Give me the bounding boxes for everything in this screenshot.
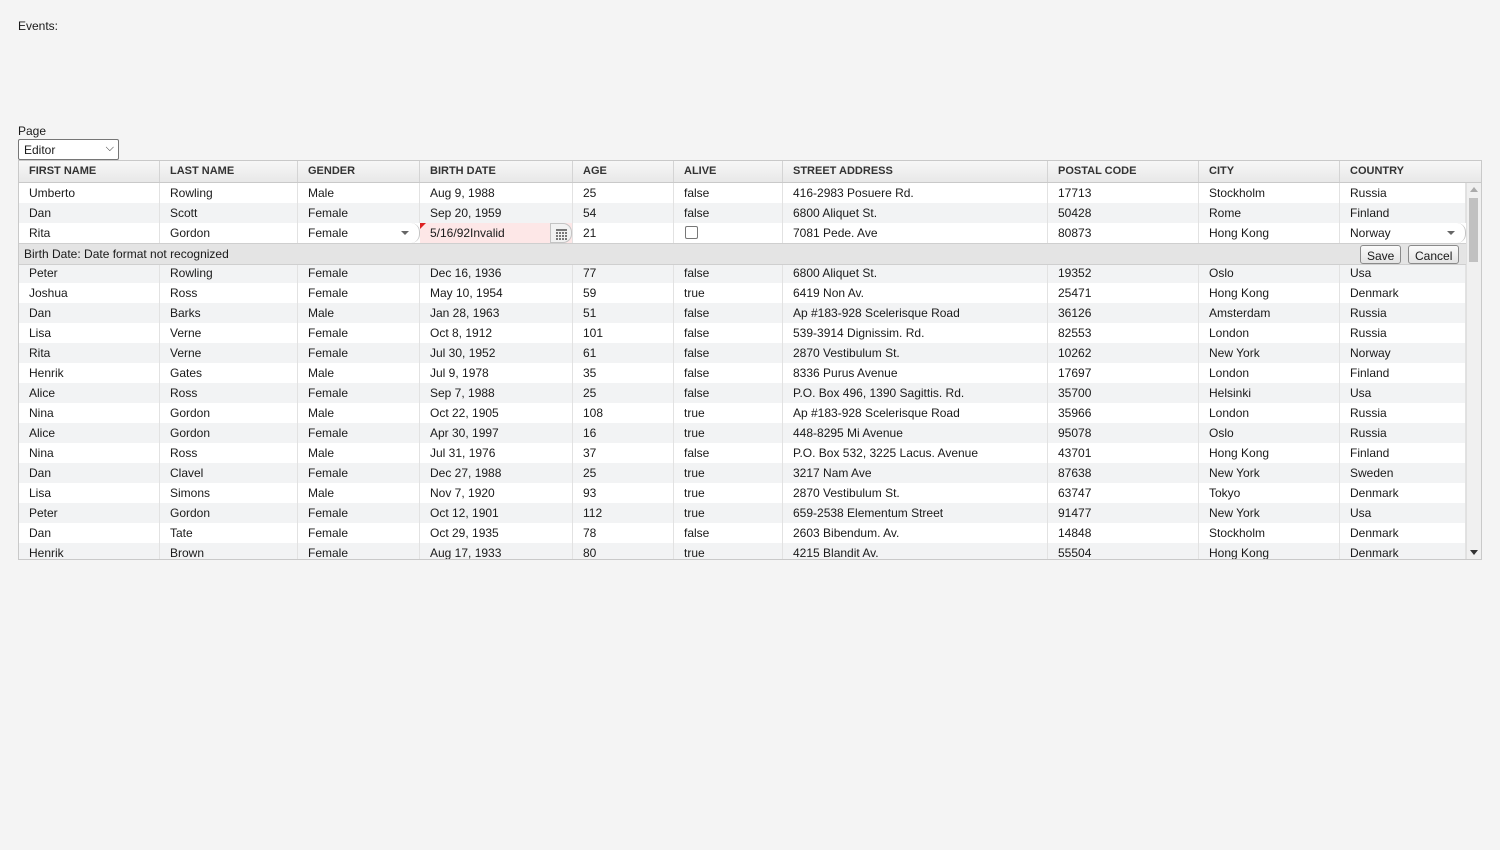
column-header-birth-date[interactable]: BIRTH DATE xyxy=(420,161,573,182)
cell-alive: true xyxy=(674,483,783,503)
editor-postal-code-field[interactable] xyxy=(1048,223,1199,243)
cell-street-address: 416-2983 Posuere Rd. xyxy=(783,183,1048,203)
cell-gender: Male xyxy=(298,303,420,323)
cell-birth-date: Jul 31, 1976 xyxy=(420,443,573,463)
alive-checkbox[interactable] xyxy=(685,226,698,239)
cell-first-name: Alice xyxy=(19,423,160,443)
cell-first-name: Dan xyxy=(19,463,160,483)
editor-gender-value: Female xyxy=(308,226,349,240)
cell-city: Stockholm xyxy=(1199,523,1340,543)
cell-alive: true xyxy=(674,463,783,483)
cell-first-name: Henrik xyxy=(19,543,160,559)
cell-gender: Female xyxy=(298,263,420,283)
cell-birth-date: Sep 7, 1988 xyxy=(420,383,573,403)
cell-first-name: Umberto xyxy=(19,183,160,203)
grid-header xyxy=(19,161,1481,183)
table-row[interactable] xyxy=(19,523,1466,543)
cell-first-name: Dan xyxy=(19,303,160,323)
cell-last-name: Rowling xyxy=(160,183,298,203)
cell-last-name: Gates xyxy=(160,363,298,383)
cell-first-name: Lisa xyxy=(19,483,160,503)
cell-alive: false xyxy=(674,383,783,403)
cell-birth-date: Nov 7, 1920 xyxy=(420,483,573,503)
cell-first-name: Joshua xyxy=(19,283,160,303)
cell-last-name: Verne xyxy=(160,343,298,363)
cell-birth-date: Aug 9, 1988 xyxy=(420,183,573,203)
editor-alive-checkbox[interactable] xyxy=(674,223,783,243)
cell-birth-date: Sep 20, 1959 xyxy=(420,203,573,223)
cell-street-address: Ap #183-928 Scelerisque Road xyxy=(783,303,1048,323)
column-header-street-address[interactable]: STREET ADDRESS xyxy=(783,161,1048,182)
cell-alive: false xyxy=(674,203,783,223)
cell-age: 54 xyxy=(573,203,674,223)
cell-age: 25 xyxy=(573,463,674,483)
column-header-alive[interactable]: ALIVE xyxy=(674,161,783,182)
cell-country: Russia xyxy=(1340,303,1466,323)
chevron-down-icon: ⌵ xyxy=(105,142,114,154)
scroll-up-icon[interactable] xyxy=(1470,187,1478,192)
cell-city: New York xyxy=(1199,343,1340,363)
cell-street-address: 539-3914 Dignissim. Rd. xyxy=(783,323,1048,343)
cell-gender: Male xyxy=(298,363,420,383)
column-header-gender[interactable]: GENDER xyxy=(298,161,420,182)
cell-birth-date: Jan 28, 1963 xyxy=(420,303,573,323)
cell-postal-code: 91477 xyxy=(1048,503,1199,523)
table-row[interactable] xyxy=(19,403,1466,423)
scroll-down-icon[interactable] xyxy=(1470,550,1478,555)
calendar-icon xyxy=(556,229,567,240)
editor-gender-field[interactable] xyxy=(298,223,420,243)
cell-alive: true xyxy=(674,543,783,559)
scrollbar-thumb[interactable] xyxy=(1469,198,1478,262)
cell-alive: true xyxy=(674,423,783,443)
cell-age: 16 xyxy=(573,423,674,443)
editor-first-name-field[interactable] xyxy=(19,223,160,243)
cell-city: Stockholm xyxy=(1199,183,1340,203)
cell-alive: true xyxy=(674,283,783,303)
cell-country: Russia xyxy=(1340,183,1466,203)
cell-alive: true xyxy=(674,403,783,423)
cell-country: Denmark xyxy=(1340,283,1466,303)
cell-first-name: Dan xyxy=(19,203,160,223)
cell-alive: false xyxy=(674,523,783,543)
cell-city: Amsterdam xyxy=(1199,303,1340,323)
cell-last-name: Gordon xyxy=(160,403,298,423)
editor-last-name-value: Gordon xyxy=(170,226,211,240)
cell-postal-code: 35966 xyxy=(1048,403,1199,423)
cell-first-name: Dan xyxy=(19,523,160,543)
cell-birth-date: Oct 8, 1912 xyxy=(420,323,573,343)
cell-country: Finland xyxy=(1340,203,1466,223)
table-row[interactable] xyxy=(19,443,1466,463)
table-row[interactable] xyxy=(19,343,1466,363)
cell-last-name: Barks xyxy=(160,303,298,323)
cell-gender: Male xyxy=(298,443,420,463)
cell-postal-code: 19352 xyxy=(1048,263,1199,283)
cell-city: London xyxy=(1199,403,1340,423)
cell-alive: false xyxy=(674,363,783,383)
cell-age: 25 xyxy=(573,383,674,403)
cell-birth-date: Dec 16, 1936 xyxy=(420,263,573,283)
editor-country-field[interactable] xyxy=(1340,223,1466,243)
table-row[interactable] xyxy=(19,183,1466,203)
date-picker-button[interactable] xyxy=(550,223,572,243)
table-row[interactable] xyxy=(19,283,1466,303)
cell-birth-date: Dec 27, 1988 xyxy=(420,463,573,483)
cell-city: Hong Kong xyxy=(1199,443,1340,463)
cell-postal-code: 50428 xyxy=(1048,203,1199,223)
cell-street-address: 4215 Blandit Av. xyxy=(783,543,1048,559)
table-row[interactable] xyxy=(19,203,1466,223)
cell-age: 101 xyxy=(573,323,674,343)
table-row[interactable] xyxy=(19,383,1466,403)
cell-age: 25 xyxy=(573,183,674,203)
cell-street-address: 6419 Non Av. xyxy=(783,283,1048,303)
cell-last-name: Gordon xyxy=(160,503,298,523)
cell-age: 77 xyxy=(573,263,674,283)
cell-street-address: 6800 Aliquet St. xyxy=(783,263,1048,283)
cell-birth-date: Oct 29, 1935 xyxy=(420,523,573,543)
grid-body xyxy=(19,183,1466,559)
cell-age: 108 xyxy=(573,403,674,423)
cell-last-name: Scott xyxy=(160,203,298,223)
cell-first-name: Peter xyxy=(19,263,160,283)
cell-last-name: Ross xyxy=(160,443,298,463)
cell-alive: false xyxy=(674,323,783,343)
cell-gender: Female xyxy=(298,463,420,483)
cell-birth-date: Jul 30, 1952 xyxy=(420,343,573,363)
save-button[interactable]: Save xyxy=(1360,245,1401,264)
cell-city: Rome xyxy=(1199,203,1340,223)
cell-last-name: Clavel xyxy=(160,463,298,483)
cell-gender: Female xyxy=(298,503,420,523)
cell-first-name: Rita xyxy=(19,343,160,363)
cell-age: 80 xyxy=(573,543,674,559)
cell-birth-date: May 10, 1954 xyxy=(420,283,573,303)
column-header-postal-code[interactable]: POSTAL CODE xyxy=(1048,161,1199,182)
editor-birth-date-field[interactable] xyxy=(420,223,573,243)
editor-first-name-value: Rita xyxy=(29,226,51,240)
cell-postal-code: 14848 xyxy=(1048,523,1199,543)
cancel-button[interactable]: Cancel xyxy=(1408,245,1459,264)
cell-street-address: P.O. Box 532, 3225 Lacus. Avenue xyxy=(783,443,1048,463)
cell-last-name: Verne xyxy=(160,323,298,343)
cell-age: 35 xyxy=(573,363,674,383)
editor-last-name-field[interactable] xyxy=(160,223,298,243)
cell-birth-date: Apr 30, 1997 xyxy=(420,423,573,443)
cell-country: Norway xyxy=(1340,343,1466,363)
cell-birth-date: Oct 12, 1901 xyxy=(420,503,573,523)
cell-city: Oslo xyxy=(1199,263,1340,283)
column-header-country[interactable]: COUNTRY xyxy=(1340,161,1482,182)
cell-first-name: Alice xyxy=(19,383,160,403)
cell-country: Usa xyxy=(1340,263,1466,283)
cell-postal-code: 95078 xyxy=(1048,423,1199,443)
cell-postal-code: 17713 xyxy=(1048,183,1199,203)
error-indicator-icon xyxy=(420,223,426,229)
cell-postal-code: 87638 xyxy=(1048,463,1199,483)
data-grid xyxy=(18,160,1482,560)
editor-birth-date-value: 5/16/92Invalid xyxy=(430,226,505,240)
cell-gender: Female xyxy=(298,523,420,543)
cell-alive: false xyxy=(674,263,783,283)
cell-gender: Male xyxy=(298,183,420,203)
cell-postal-code: 17697 xyxy=(1048,363,1199,383)
cell-country: Russia xyxy=(1340,403,1466,423)
cell-country: Finland xyxy=(1340,443,1466,463)
table-row[interactable] xyxy=(19,503,1466,523)
events-label: Events: xyxy=(18,19,59,33)
editor-age-value: 21 xyxy=(583,226,597,240)
table-row[interactable] xyxy=(19,263,1466,283)
editor-street-address-field[interactable] xyxy=(783,223,1048,243)
cell-age: 78 xyxy=(573,523,674,543)
cell-age: 51 xyxy=(573,303,674,323)
table-row[interactable] xyxy=(19,483,1466,503)
cell-alive: false xyxy=(674,343,783,363)
cell-country: Russia xyxy=(1340,423,1466,443)
table-row[interactable] xyxy=(19,463,1466,483)
cell-gender: Female xyxy=(298,283,420,303)
cell-gender: Female xyxy=(298,323,420,343)
table-row[interactable] xyxy=(19,423,1466,443)
cell-postal-code: 82553 xyxy=(1048,323,1199,343)
cell-first-name: Peter xyxy=(19,503,160,523)
cell-street-address: 2870 Vestibulum St. xyxy=(783,483,1048,503)
cell-gender: Male xyxy=(298,403,420,423)
editor-country-value: Norway xyxy=(1350,226,1391,240)
cell-last-name: Simons xyxy=(160,483,298,503)
cell-last-name: Ross xyxy=(160,283,298,303)
cell-age: 59 xyxy=(573,283,674,303)
cell-city: Hong Kong xyxy=(1199,543,1340,559)
cell-city: New York xyxy=(1199,463,1340,483)
cell-gender: Female xyxy=(298,543,420,559)
cell-city: New York xyxy=(1199,503,1340,523)
cell-postal-code: 35700 xyxy=(1048,383,1199,403)
cell-alive: false xyxy=(674,443,783,463)
cell-first-name: Nina xyxy=(19,403,160,423)
chevron-down-icon[interactable] xyxy=(1447,231,1455,235)
cell-country: Denmark xyxy=(1340,483,1466,503)
cell-last-name: Gordon xyxy=(160,423,298,443)
cell-city: Tokyo xyxy=(1199,483,1340,503)
cell-country: Denmark xyxy=(1340,543,1466,559)
cell-street-address: 2603 Bibendum. Av. xyxy=(783,523,1048,543)
cell-postal-code: 25471 xyxy=(1048,283,1199,303)
editor-city-value: Hong Kong xyxy=(1209,226,1270,240)
chevron-down-icon[interactable] xyxy=(401,231,409,235)
cell-city: Oslo xyxy=(1199,423,1340,443)
table-row[interactable] xyxy=(19,363,1466,383)
cell-first-name: Lisa xyxy=(19,323,160,343)
cell-country: Usa xyxy=(1340,383,1466,403)
page-select-label: Page xyxy=(18,124,47,138)
column-header-last-name[interactable]: LAST NAME xyxy=(160,161,298,182)
cell-age: 37 xyxy=(573,443,674,463)
cell-postal-code: 55504 xyxy=(1048,543,1199,559)
column-header-city[interactable]: CITY xyxy=(1199,161,1340,182)
column-header-first-name[interactable]: FIRST NAME xyxy=(19,161,160,182)
cell-country: Denmark xyxy=(1340,523,1466,543)
table-row[interactable] xyxy=(19,323,1466,343)
cell-country: Russia xyxy=(1340,323,1466,343)
editor-street-address-value: 7081 Pede. Ave xyxy=(793,226,878,240)
cell-gender: Female xyxy=(298,383,420,403)
row-editor xyxy=(19,223,1466,243)
cell-age: 61 xyxy=(573,343,674,363)
editor-age-field[interactable] xyxy=(573,223,674,243)
cell-alive: true xyxy=(674,503,783,523)
cell-birth-date: Aug 17, 1933 xyxy=(420,543,573,559)
cell-postal-code: 43701 xyxy=(1048,443,1199,463)
cell-postal-code: 63747 xyxy=(1048,483,1199,503)
cell-last-name: Ross xyxy=(160,383,298,403)
table-row[interactable] xyxy=(19,303,1466,323)
cell-gender: Female xyxy=(298,343,420,363)
cell-age: 112 xyxy=(573,503,674,523)
table-row[interactable] xyxy=(19,543,1466,559)
cell-first-name: Nina xyxy=(19,443,160,463)
cell-gender: Female xyxy=(298,203,420,223)
editor-error-message: Birth Date: Date format not recognized xyxy=(24,247,229,261)
editor-postal-code-value: 80873 xyxy=(1058,226,1092,240)
cell-last-name: Rowling xyxy=(160,263,298,283)
cell-street-address: 8336 Purus Avenue xyxy=(783,363,1048,383)
cell-first-name: Henrik xyxy=(19,363,160,383)
cell-alive: false xyxy=(674,183,783,203)
cell-country: Finland xyxy=(1340,363,1466,383)
cell-city: London xyxy=(1199,323,1340,343)
cell-street-address: 448-8295 Mi Avenue xyxy=(783,423,1048,443)
cell-street-address: P.O. Box 496, 1390 Sagittis. Rd. xyxy=(783,383,1048,403)
cell-postal-code: 36126 xyxy=(1048,303,1199,323)
cell-street-address: 2870 Vestibulum St. xyxy=(783,343,1048,363)
editor-footer xyxy=(19,243,1466,265)
vertical-scrollbar[interactable] xyxy=(1466,183,1481,559)
cell-street-address: 6800 Aliquet St. xyxy=(783,203,1048,223)
cell-street-address: 3217 Nam Ave xyxy=(783,463,1048,483)
cell-postal-code: 10262 xyxy=(1048,343,1199,363)
cell-city: London xyxy=(1199,363,1340,383)
cell-gender: Male xyxy=(298,483,420,503)
page-select-value: Editor xyxy=(24,143,56,157)
cell-country: Sweden xyxy=(1340,463,1466,483)
cell-last-name: Tate xyxy=(160,523,298,543)
page-select[interactable] xyxy=(18,139,119,160)
cell-street-address: Ap #183-928 Scelerisque Road xyxy=(783,403,1048,423)
cell-street-address: 659-2538 Elementum Street xyxy=(783,503,1048,523)
cell-last-name: Brown xyxy=(160,543,298,559)
cell-country: Usa xyxy=(1340,503,1466,523)
column-header-age[interactable]: AGE xyxy=(573,161,674,182)
cell-city: Hong Kong xyxy=(1199,283,1340,303)
cell-birth-date: Oct 22, 1905 xyxy=(420,403,573,423)
editor-city-field[interactable] xyxy=(1199,223,1340,243)
cell-city: Helsinki xyxy=(1199,383,1340,403)
cell-age: 93 xyxy=(573,483,674,503)
cell-birth-date: Jul 9, 1978 xyxy=(420,363,573,383)
cell-gender: Female xyxy=(298,423,420,443)
cell-alive: false xyxy=(674,303,783,323)
